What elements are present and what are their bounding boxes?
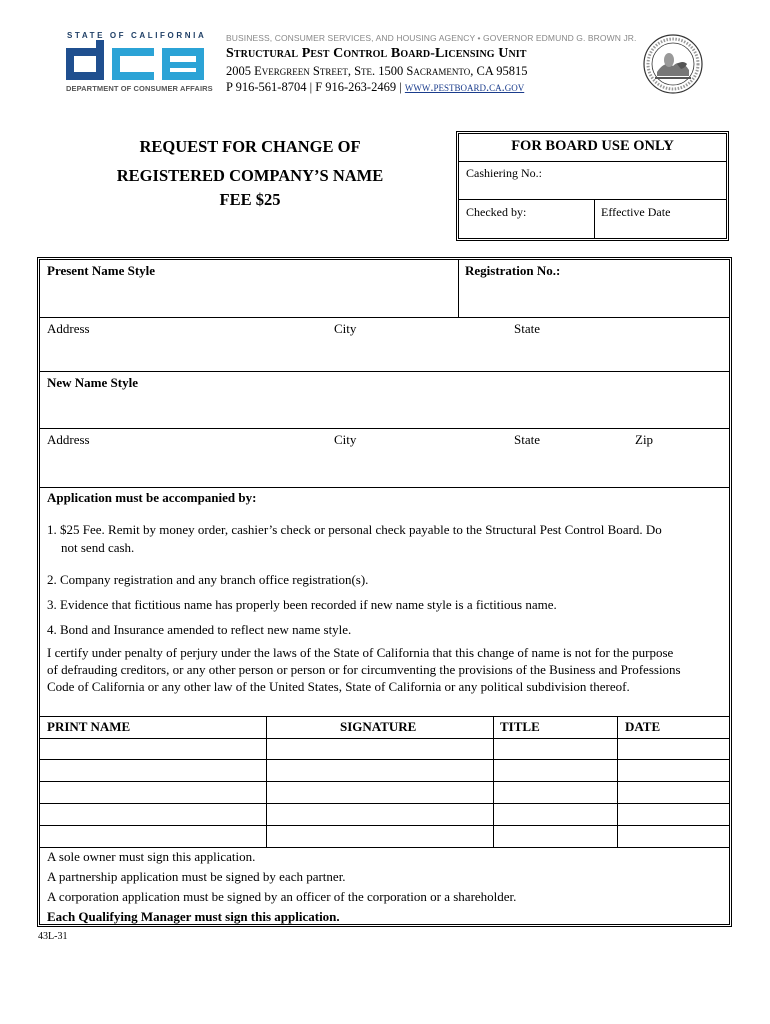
agency-line: BUSINESS, CONSUMER SERVICES, AND HOUSING AGENCY • GOVERNOR EDMUND G. BROWN JR. — [226, 33, 637, 43]
note-corporation: A corporation application must be signed by an officer of the corporation or a shareholder. — [47, 889, 517, 904]
note-sole-owner: A sole owner must sign this application. — [47, 849, 256, 864]
cashiering-no-field: Cashiering No.: — [466, 166, 542, 180]
requirement-4: 4. Bond and Insurance amended to reflect new name style. — [47, 622, 352, 637]
present-name-style-label: Present Name Style — [47, 263, 156, 278]
board-use-header: FOR BOARD USE ONLY — [511, 138, 674, 154]
title-header: TITLE — [500, 719, 540, 734]
note-partnership: A partnership application must be signed by each partner. — [47, 869, 346, 884]
requirement-2: 2. Company registration and any branch office registration(s). — [47, 572, 369, 587]
state-seal-icon — [643, 34, 703, 94]
requirement-3: 3. Evidence that fictitious name has properly been recorded if new name style is a fictitious name. — [47, 597, 557, 612]
new-zip-label: Zip — [635, 432, 654, 447]
logo-department-text: DEPARTMENT OF CONSUMER AFFAIRS — [66, 84, 213, 93]
form-fee: FEE $25 — [219, 190, 281, 209]
effective-date-field: Effective Date — [601, 205, 671, 219]
present-state-label: State — [514, 321, 540, 336]
certification-line3: Code of California or any other law of the United States, State of California or any political subdivision thereof. — [47, 679, 630, 694]
new-address-label: Address — [47, 432, 90, 447]
present-city-label: City — [334, 321, 357, 336]
board-address: 2005 Evergreen Street, Ste. 1500 Sacramento, CA 95815 — [226, 64, 528, 78]
print-name-header: PRINT NAME — [47, 719, 131, 734]
certification-line2: of defrauding creditors, or any other person or person or for circumventing the provisions of the Business and Professions — [47, 662, 681, 677]
requirement-1-cont: not send cash. — [61, 540, 135, 555]
requirement-1: 1. $25 Fee. Remit by money order, cashier’s check or personal check payable to the Structural Pest Control Board. Do — [47, 522, 662, 537]
checked-by-field: Checked by: — [466, 205, 527, 219]
signature-row[interactable] — [40, 825, 729, 826]
form-title-line2: REGISTERED COMPANY’S NAME — [116, 166, 384, 185]
board-use-box — [456, 131, 729, 241]
certification-line1: I certify under penalty of perjury under the laws of the State of California that this change of name is not for the purpose — [47, 645, 674, 660]
new-city-label: City — [334, 432, 357, 447]
main-form — [37, 257, 732, 927]
board-contact — [226, 80, 524, 95]
requirements-heading: Application must be accompanied by: — [47, 490, 257, 505]
new-name-style-label: New Name Style — [47, 375, 138, 390]
form-title-line1: REQUEST FOR CHANGE OF — [139, 137, 361, 156]
note-qualifying-manager: Each Qualifying Manager must sign this application. — [47, 909, 340, 924]
signature-row[interactable] — [40, 803, 729, 804]
signature-row[interactable] — [40, 781, 729, 782]
date-header: DATE — [625, 719, 661, 734]
new-state-label: State — [514, 432, 540, 447]
website-link[interactable]: www.pestboard.ca.gov — [404, 80, 525, 94]
signature-row[interactable] — [40, 759, 729, 760]
board-unit-name: Structural Pest Control Board-Licensing Unit — [226, 46, 527, 61]
registration-no-label: Registration No.: — [465, 263, 561, 278]
phone-fax: P 916-561-8704 | F 916-263-2469 | — [226, 80, 405, 94]
logo-state-text: STATE OF CALIFORNIA — [67, 31, 207, 40]
signature-header: SIGNATURE — [340, 719, 417, 734]
dca-logo — [66, 40, 204, 80]
present-address-label: Address — [47, 321, 90, 336]
form-number: 43L-31 — [38, 931, 68, 942]
